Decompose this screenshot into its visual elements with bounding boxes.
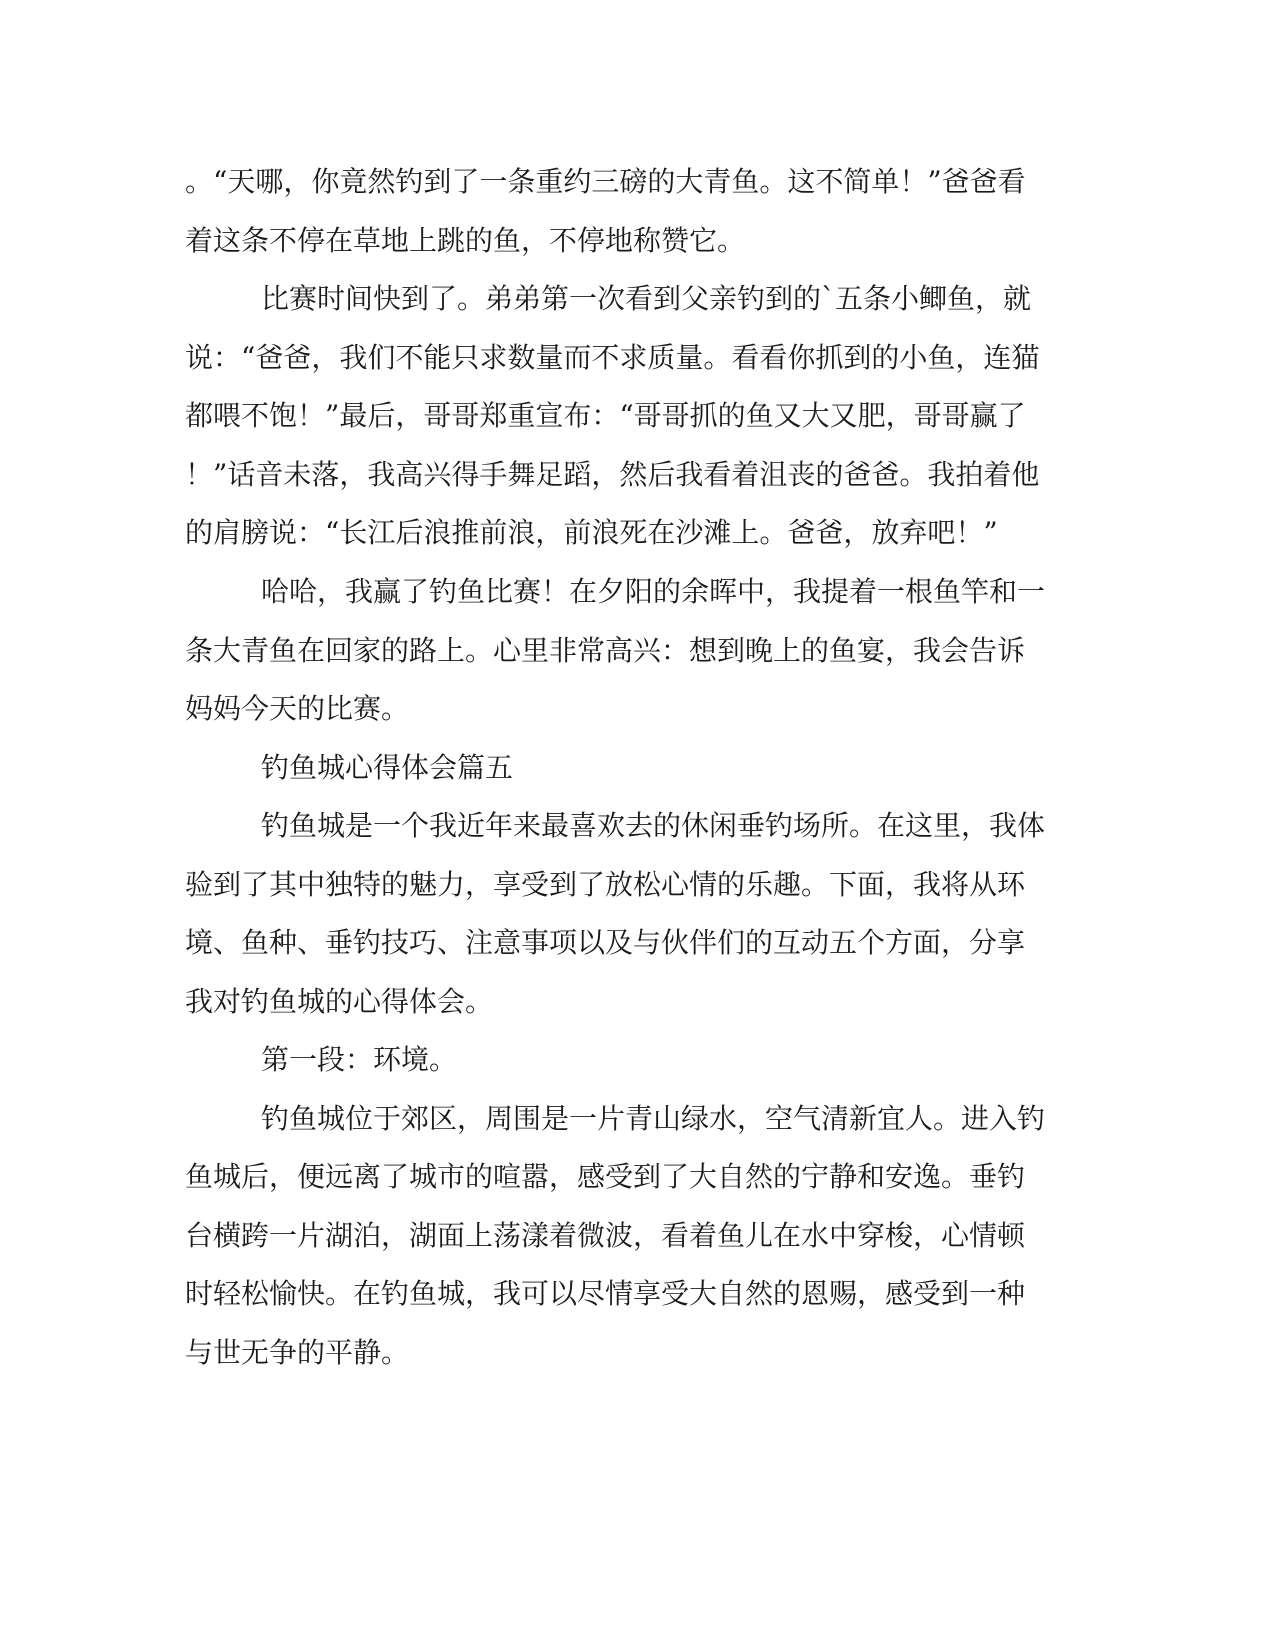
text-line: 境、鱼种、垂钓技巧、注意事项以及与伙伴们的互动五个方面，分享 xyxy=(185,926,1026,959)
text-line: 验到了其中独特的魅力，享受到了放松心情的乐趣。下面，我将从环 xyxy=(185,868,1026,901)
text-line: 我对钓鱼城的心得体会。 xyxy=(185,985,494,1018)
text-line: 都喂不饱！”最后，哥哥郑重宣布：“哥哥抓的鱼又大又肥，哥哥赢了 xyxy=(185,399,1026,432)
text-line: 台横跨一片湖泊，湖面上荡漾着微波，看着鱼儿在水中穿梭，心情顿 xyxy=(185,1219,1026,1252)
text-line: 。“天哪，你竟然钓到了一条重约三磅的大青鱼。这不简单！”爸爸看 xyxy=(185,165,1026,198)
text-line: 与世无争的平静。 xyxy=(185,1336,410,1369)
text-line: 时轻松愉快。在钓鱼城，我可以尽情享受大自然的恩赐，感受到一种 xyxy=(185,1277,1026,1310)
text-line: 妈妈今天的比赛。 xyxy=(185,692,410,725)
text-line: 条大青鱼在回家的路上。心里非常高兴：想到晚上的鱼宴，我会告诉 xyxy=(185,634,1026,667)
text-line: 的肩膀说：“长江后浪推前浪，前浪死在沙滩上。爸爸，放弃吧！” xyxy=(185,516,998,549)
text-line: 说：“爸爸，我们不能只求数量而不求质量。看看你抓到的小鱼，连猫 xyxy=(185,341,1040,374)
text-line: 钓鱼城位于郊区，周围是一片青山绿水，空气清新宜人。进入钓 xyxy=(261,1102,1046,1135)
section-heading: 钓鱼城心得体会篇五 xyxy=(261,751,514,784)
paragraph-heading: 第一段：环境。 xyxy=(261,1043,458,1076)
text-line: 哈哈，我赢了钓鱼比赛！在夕阳的余晖中，我提着一根鱼竿和一 xyxy=(261,575,1046,608)
text-line: 鱼城后，便远离了城市的喧嚣，感受到了大自然的宁静和安逸。垂钓 xyxy=(185,1160,1026,1193)
text-line: 钓鱼城是一个我近年来最喜欢去的休闲垂钓场所。在这里，我体 xyxy=(261,809,1046,842)
text-line: 着这条不停在草地上跳的鱼，不停地称赞它。 xyxy=(185,224,746,257)
text-line: 比赛时间快到了。弟弟第一次看到父亲钓到的`五条小鲫鱼，就 xyxy=(261,282,1032,315)
text-line: ！”话音未落，我高兴得手舞足蹈，然后我看着沮丧的爸爸。我拍着他 xyxy=(185,458,1040,491)
